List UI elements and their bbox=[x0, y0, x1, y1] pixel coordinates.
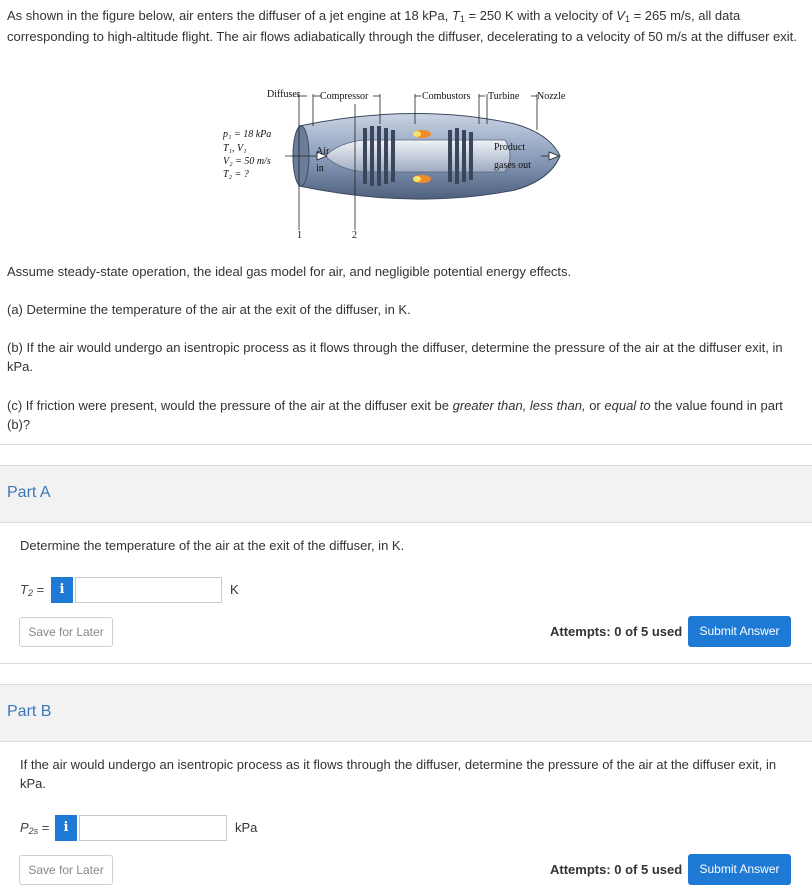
nozzle-label: Nozzle bbox=[537, 91, 566, 102]
t2-variable-label: T2 = bbox=[20, 582, 45, 598]
gases-out-label: gases out bbox=[494, 160, 531, 171]
t2-answer-input[interactable] bbox=[75, 577, 222, 603]
question-c-pre: (c) If friction were present, would the pressure of the air at the diffuser exit be bbox=[7, 398, 453, 413]
assumptions-text: Assume steady-state operation, the ideal gas model for air, and negligible potential energy effects. bbox=[7, 264, 572, 279]
part-a-attempts: Attempts: 0 of 5 used bbox=[550, 624, 683, 639]
part-b-submit-button[interactable]: Submit Answer bbox=[688, 854, 791, 885]
condition-t1v1: T₁, V₁ bbox=[223, 143, 247, 154]
t1-subscript: 1 bbox=[459, 14, 465, 24]
jet-engine-figure bbox=[215, 84, 585, 244]
part-a-submit-button[interactable]: Submit Answer bbox=[688, 616, 791, 647]
combustors-label: Combustors bbox=[422, 91, 471, 102]
p2s-unit: kPa bbox=[235, 820, 258, 835]
part-a-prompt: Determine the temperature of the air at the exit of the diffuser, in K. bbox=[20, 538, 405, 553]
question-a-text: (a) Determine the temperature of the air at the exit of the diffuser, in K. bbox=[7, 302, 411, 317]
intro-text-3: = 265 m/s, all data corresponding to high-altitude flight. The air flows adiabatically through the diffuser, decelerating to a velocity of 50 m/s at the diffuser exit. bbox=[7, 8, 797, 44]
part-a-header bbox=[0, 465, 812, 523]
part-b-header bbox=[0, 684, 812, 742]
question-b-text: (b) If the air would undergo an isentropic process as it flows through the diffuser, determine the pressure of the air at the diffuser exit, in kPa. bbox=[7, 340, 783, 374]
p2s-variable-label: P2s = bbox=[20, 820, 50, 836]
question-c-text bbox=[7, 396, 805, 434]
question-c-post: the value found in part (b)? bbox=[7, 398, 783, 432]
compressor-label: Compressor bbox=[320, 91, 369, 102]
station-1-label: 1 bbox=[297, 230, 302, 241]
air-label: Air bbox=[316, 146, 330, 157]
v1-subscript: 1 bbox=[624, 14, 630, 24]
station-2-label: 2 bbox=[352, 230, 357, 241]
info-icon[interactable]: i bbox=[55, 815, 77, 841]
divider bbox=[0, 444, 812, 445]
v1-symbol: V bbox=[616, 8, 625, 23]
product-label: Product bbox=[494, 142, 526, 153]
condition-t2: T₂ = ? bbox=[223, 169, 249, 180]
p2s-answer-input[interactable] bbox=[79, 815, 227, 841]
part-b-title: Part B bbox=[7, 703, 52, 720]
in-label: in bbox=[316, 163, 324, 174]
condition-v2: V₂ = 50 m/s bbox=[223, 156, 271, 167]
question-c-equal: equal to bbox=[604, 398, 651, 413]
diffuser-label: Diffuser bbox=[267, 89, 301, 100]
intro-text-2: = 250 K with a velocity of bbox=[464, 8, 617, 23]
question-c-options: greater than, less than, bbox=[452, 398, 586, 413]
problem-intro bbox=[7, 6, 807, 46]
part-b-prompt: If the air would undergo an isentropic process as it flows through the diffuser, determine the pressure of the air at the diffuser exit, in kPa. bbox=[20, 757, 777, 791]
part-a-title: Part A bbox=[7, 484, 51, 501]
engine-core bbox=[325, 140, 510, 172]
t2-unit: K bbox=[230, 582, 239, 597]
question-c-mid: or bbox=[585, 398, 605, 413]
part-a-save-for-later-button[interactable]: Save for Later bbox=[19, 617, 113, 647]
t1-symbol: T bbox=[451, 8, 460, 23]
turbine-label: Turbine bbox=[488, 91, 520, 102]
part-b-save-for-later-button[interactable]: Save for Later bbox=[19, 855, 113, 885]
intro-text-1: As shown in the figure below, air enters the diffuser of a jet engine at 18 kPa, bbox=[7, 8, 452, 23]
divider bbox=[0, 663, 812, 664]
condition-p1: p₁ = 18 kPa bbox=[223, 129, 272, 140]
part-b-attempts: Attempts: 0 of 5 used bbox=[550, 862, 683, 877]
info-icon[interactable]: i bbox=[51, 577, 73, 603]
